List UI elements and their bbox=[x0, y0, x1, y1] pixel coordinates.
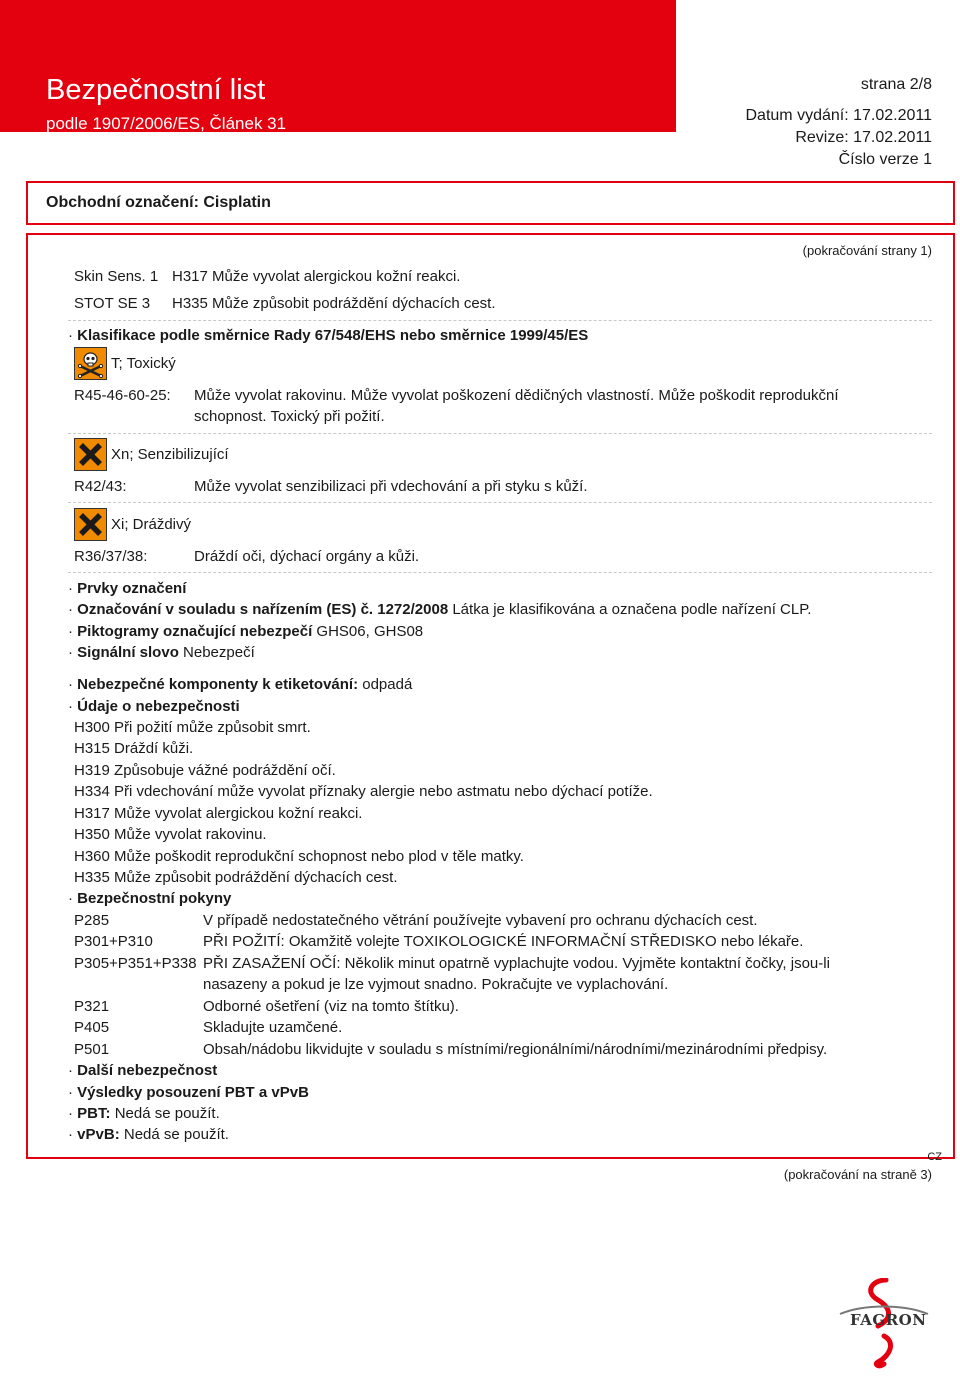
pictograms-line: · Piktogramy označující nebezpečí GHS06, GHS08 bbox=[68, 623, 424, 640]
hazardous-components-line: · Nebezpečné komponenty k etiketování: odpadá bbox=[68, 676, 413, 693]
hazard-statement: H317 Může vyvolat alergickou kožní reakci. bbox=[74, 805, 363, 822]
p-text: nasazeny a pokud je lze vyjmout snadno. Pokračujte ve vyplachování. bbox=[203, 976, 669, 993]
signal-word-line: · Signální slovo Nebezpečí bbox=[68, 644, 255, 661]
x-cross-icon bbox=[74, 438, 107, 471]
revision-date: Revize: 17.02.2011 bbox=[795, 129, 932, 146]
p-text: PŘI ZASAŽENÍ OČÍ: Několik minut opatrně vyplachujte vodou. Vyjměte kontaktní čočky, jsou-li bbox=[203, 955, 830, 972]
hazard-statement: H350 Může vyvolat rakovinu. bbox=[74, 826, 267, 843]
hazard-statements-heading: · Údaje o nebezpečnosti bbox=[68, 698, 240, 715]
p-text: Odborné ošetření (viz na tomto štítku). bbox=[203, 998, 459, 1015]
vpvb-line: · vPvB: Nedá se použít. bbox=[68, 1126, 229, 1143]
continued-from: (pokračování strany 1) bbox=[802, 243, 932, 258]
eu-classification-heading: · Klasifikace podle směrnice Rady 67/548/EHS nebo směrnice 1999/45/ES bbox=[68, 327, 589, 344]
p-code: P321 bbox=[74, 998, 110, 1015]
hazard-statement: H360 Může poškodit reprodukční schopnost nebo plod v těle matky. bbox=[74, 848, 524, 865]
r-phrase-text: schopnost. Toxický při požití. bbox=[194, 408, 385, 425]
divider bbox=[68, 320, 932, 321]
r-phrase-text: Může vyvolat rakovinu. Může vyvolat poškození dědičných vlastností. Může poškodit reprodukční bbox=[194, 387, 839, 404]
p-text: Obsah/nádobu likvidujte v souladu s místními/regionálními/národními/mezinárodními předpisy. bbox=[203, 1041, 828, 1058]
r-phrase-code: R42/43: bbox=[74, 478, 127, 495]
hazard-statement: H315 Dráždí kůži. bbox=[74, 740, 194, 757]
x-cross-icon bbox=[74, 508, 107, 541]
header-banner bbox=[0, 0, 676, 132]
harmful-label: Xn; Senzibilizující bbox=[111, 446, 229, 463]
trade-name-box bbox=[26, 181, 955, 225]
precautionary-heading: · Bezpečnostní pokyny bbox=[68, 890, 232, 907]
logo-text: FAGRON bbox=[850, 1311, 927, 1329]
document-title: Bezpečnostní list bbox=[46, 74, 266, 106]
p-code: P305+P351+P338 bbox=[74, 955, 197, 972]
irritant-label: Xi; Dráždivý bbox=[111, 516, 192, 533]
hazard-class-text: H317 Může vyvolat alergickou kožní reakci. bbox=[172, 268, 461, 285]
divider bbox=[68, 433, 932, 434]
page-number: strana 2/8 bbox=[860, 76, 932, 93]
hazard-statement: H335 Může způsobit podráždění dýchacích cest. bbox=[74, 869, 398, 886]
hazard-class-code: Skin Sens. 1 bbox=[74, 268, 159, 285]
country-code: CZ bbox=[927, 1151, 942, 1163]
p-text: PŘI POŽITÍ: Okamžitě volejte TOXIKOLOGICKÉ INFORMAČNÍ STŘEDISKO nebo lékaře. bbox=[203, 933, 804, 950]
p-code: P501 bbox=[74, 1041, 110, 1058]
divider bbox=[68, 572, 932, 573]
skull-crossbones-icon bbox=[74, 347, 107, 380]
hazard-statement: H319 Způsobuje vážné podráždění očí. bbox=[74, 762, 336, 779]
version-number: Číslo verze 1 bbox=[838, 151, 932, 168]
divider bbox=[68, 502, 932, 503]
clp-regulation: · Označování v souladu s nařízením (ES) č. 1272/2008 Látka je klasifikována a označena podle nařízení CLP. bbox=[68, 601, 812, 618]
fagron-logo bbox=[834, 1278, 934, 1370]
trade-name: Obchodní označení: Cisplatin bbox=[46, 194, 271, 211]
p-code: P301+P310 bbox=[74, 933, 153, 950]
continued-on: (pokračování na straně 3) bbox=[783, 1167, 932, 1182]
p-code: P405 bbox=[74, 1019, 110, 1036]
p-code: P285 bbox=[74, 912, 110, 929]
p-text: V případě nedostatečného větrání používejte vybavení pro ochranu dýchacích cest. bbox=[203, 912, 758, 929]
hazard-statement: H334 Při vdechování může vyvolat příznaky alergie nebo astmatu nebo dýchací potíže. bbox=[74, 783, 653, 800]
pbt-line: · PBT: Nedá se použít. bbox=[68, 1105, 220, 1122]
hazard-class-code: STOT SE 3 bbox=[74, 295, 151, 312]
r-phrase-code: R36/37/38: bbox=[74, 548, 148, 565]
label-elements-heading: · Prvky označení bbox=[68, 580, 187, 597]
p-text: Skladujte uzamčené. bbox=[203, 1019, 343, 1036]
r-phrase-text: Může vyvolat senzibilizaci při vdechování a při styku s kůží. bbox=[194, 478, 588, 495]
r-phrase-text: Dráždí oči, dýchací orgány a kůži. bbox=[194, 548, 420, 565]
issue-date: Datum vydání: 17.02.2011 bbox=[745, 107, 932, 124]
document-subtitle: podle 1907/2006/ES, Článek 31 bbox=[46, 114, 287, 133]
r-phrase-code: R45-46-60-25: bbox=[74, 387, 171, 404]
other-hazards-heading: · Další nebezpečnost bbox=[68, 1062, 218, 1079]
toxic-label: T; Toxický bbox=[111, 355, 176, 372]
pbt-results-heading: · Výsledky posouzení PBT a vPvB bbox=[68, 1084, 309, 1101]
hazard-class-text: H335 Může způsobit podráždění dýchacích cest. bbox=[172, 295, 496, 312]
hazard-statement: H300 Při požití může způsobit smrt. bbox=[74, 719, 311, 736]
